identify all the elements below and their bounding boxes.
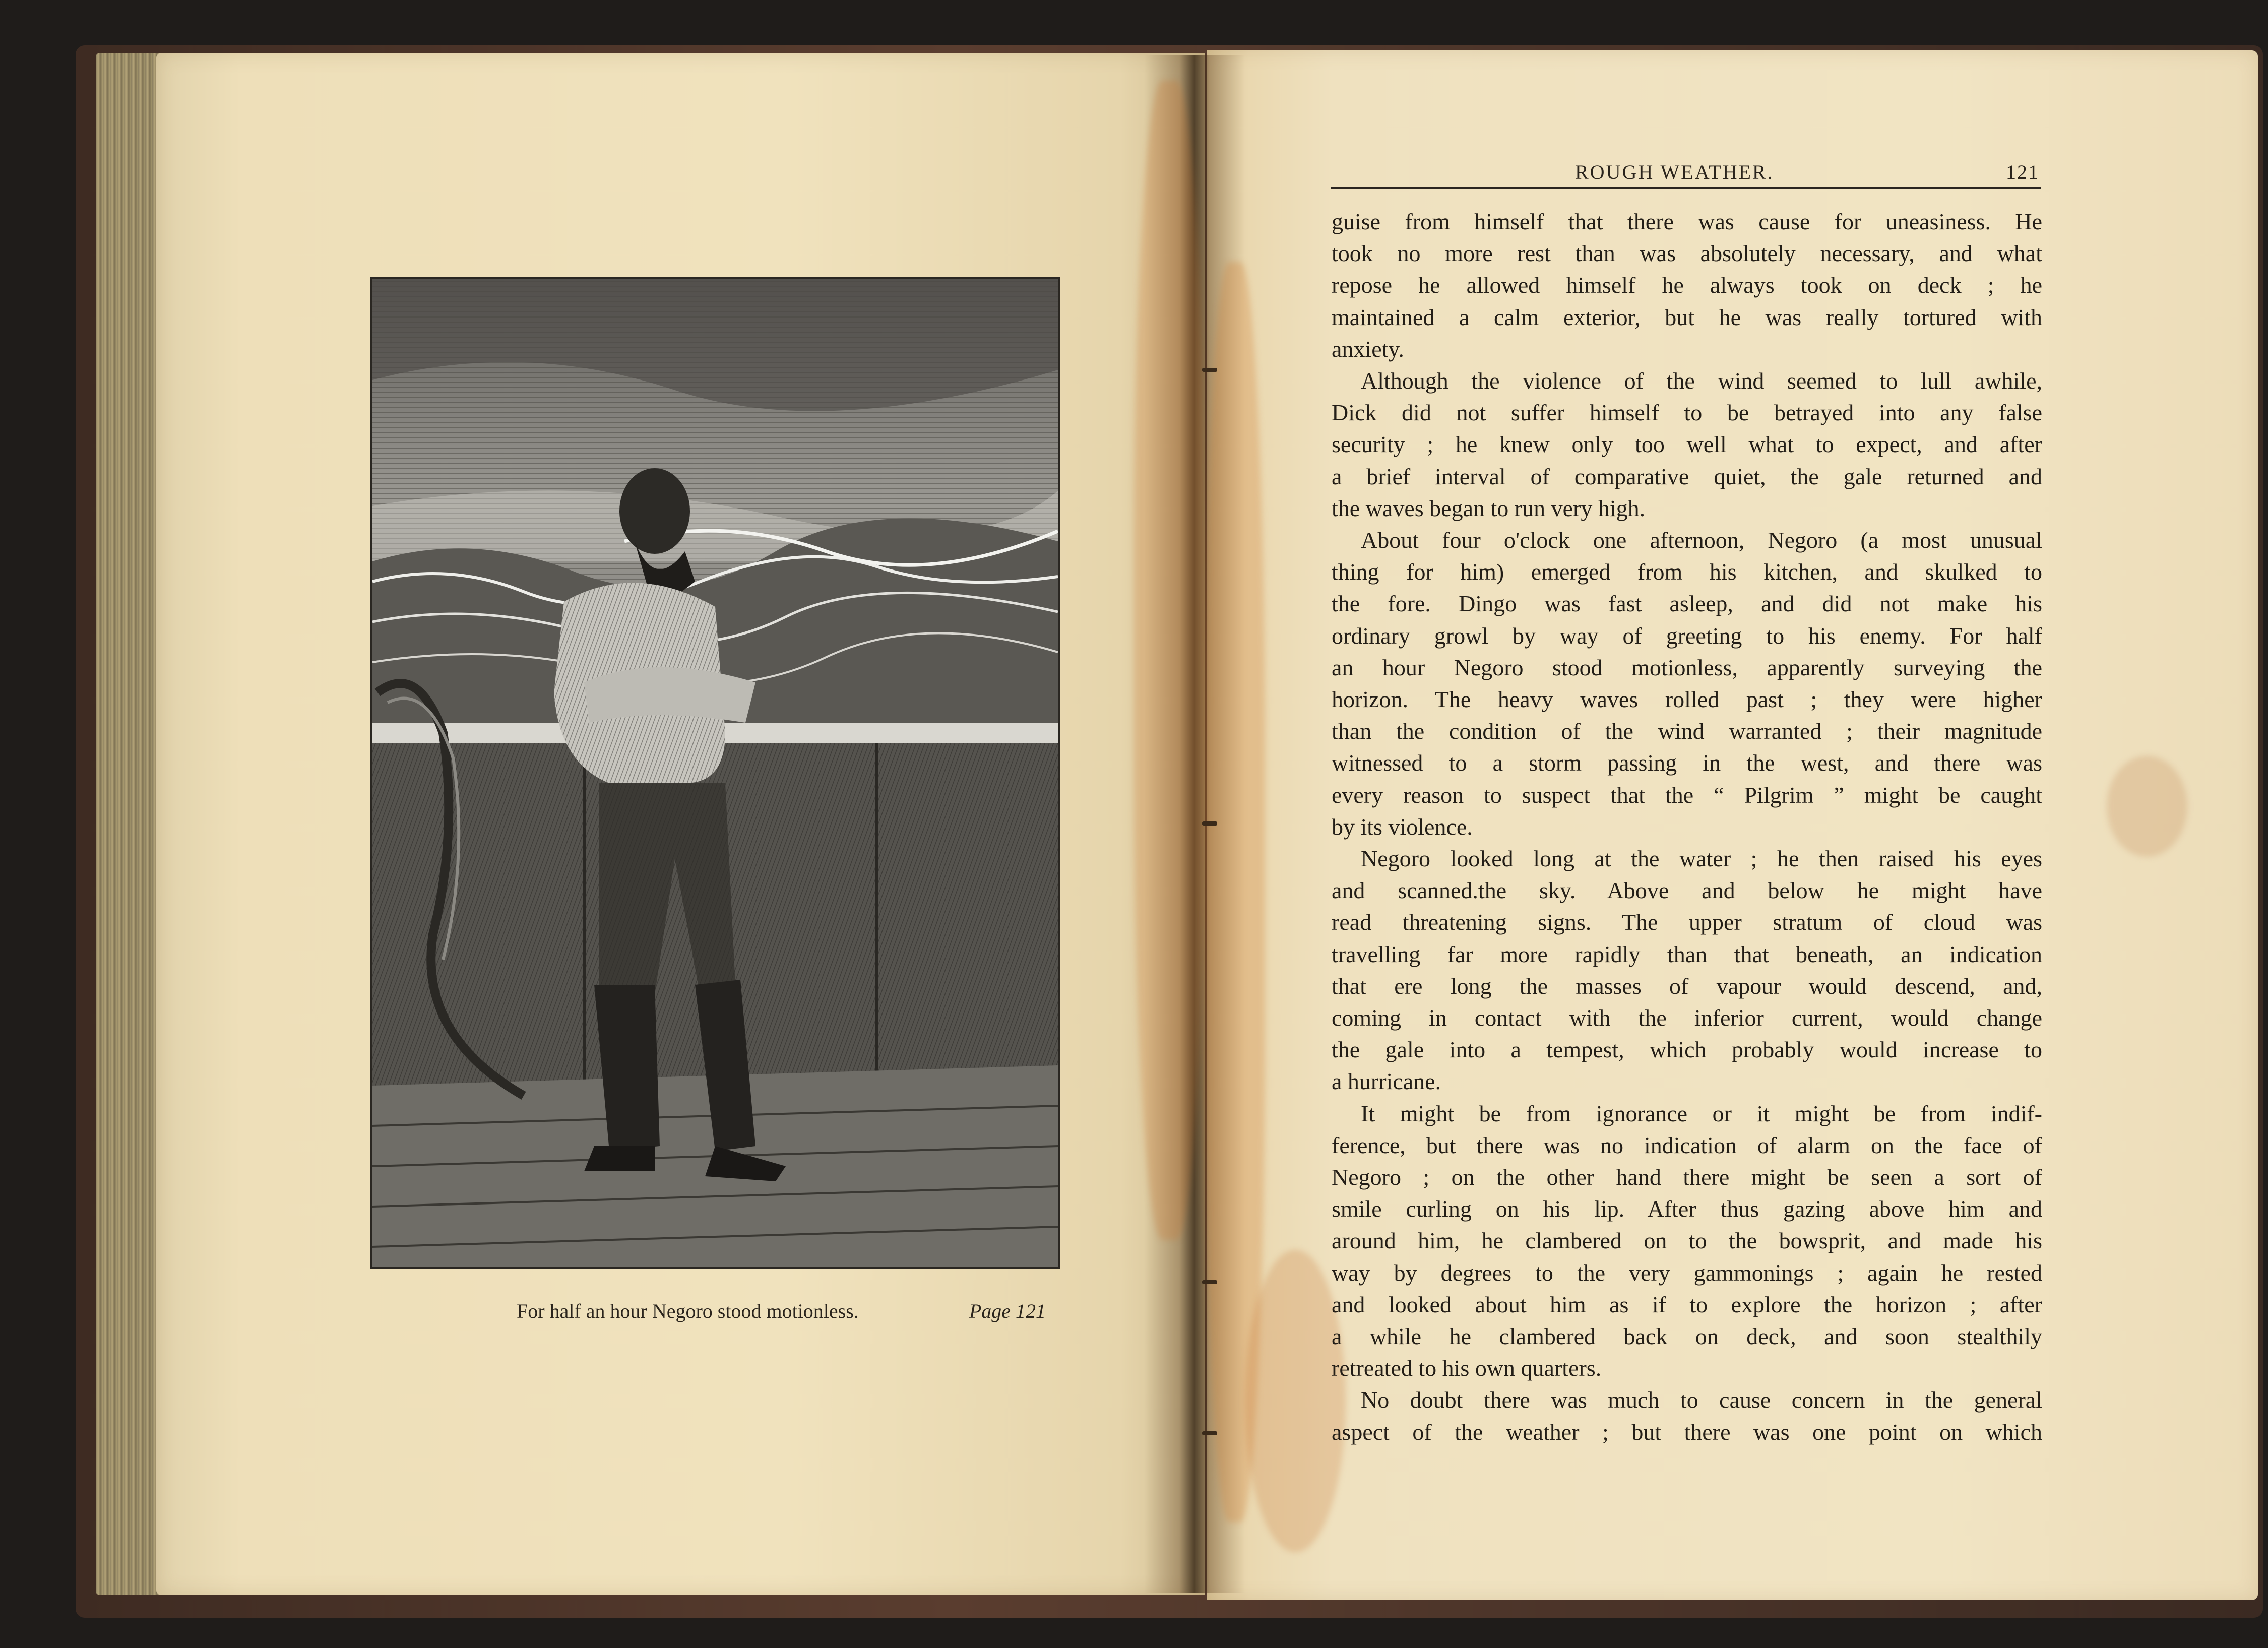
text-line: a brief interval of comparative quiet, the gale returned and <box>1332 463 2042 489</box>
text-line: maintained a calm exterior, but he was really tortured with <box>1332 304 2042 330</box>
text-line: Negoro ; on the other hand there might be seen a sort of <box>1332 1164 2042 1190</box>
text-line: around him, he clambered on to the bowsprit, and made his <box>1332 1228 2042 1254</box>
text-line: coming in contact with the inferior current, would change <box>1332 1005 2042 1031</box>
text-line: No doubt there was much to cause concern in the general <box>1361 1387 2042 1413</box>
text-line: read threatening signs. The upper stratum of cloud was <box>1332 909 2042 935</box>
text-line: the waves began to run very high. <box>1332 495 1646 521</box>
text-line: aspect of the weather ; but there was one point on which <box>1332 1419 2042 1445</box>
text-line: a while he clambered back on deck, and soon stealthily <box>1332 1323 2042 1349</box>
text-line: smile curling on his lip. After thus gazing above him and <box>1332 1196 2042 1222</box>
text-line: every reason to suspect that the “ Pilgrim ” might be caught <box>1332 782 2042 808</box>
text-line: a hurricane. <box>1332 1068 1441 1095</box>
text-line: guise from himself that there was cause for uneasiness. He <box>1332 209 2042 234</box>
body-text <box>1332 207 2042 1456</box>
text-line: way by degrees to the very gammonings ; again he rested <box>1332 1259 2042 1286</box>
text-line: It might be from ignorance or it might be from indif- <box>1361 1100 2042 1126</box>
binding-stitch <box>1202 821 1217 826</box>
text-line: About four o'clock one afternoon, Negoro (a most unusual <box>1361 527 2042 553</box>
water-stain <box>1245 1250 1346 1552</box>
water-stain <box>2107 756 2187 857</box>
text-line: thing for him) emerged from his kitchen, and skulked to <box>1332 559 2042 585</box>
text-line: security ; he knew only too well what to expect, and after <box>1332 431 2042 458</box>
text-line: ordinary growl by way of greeting to his enemy. For half <box>1332 622 2042 649</box>
text-line: that ere long the masses of vapour would descend, and, <box>1332 973 2042 999</box>
chapter-title: ROUGH WEATHER. <box>1575 161 1774 183</box>
text-line: the fore. Dingo was fast asleep, and did not make his <box>1332 591 2042 617</box>
text-line: the gale into a tempest, which probably would increase to <box>1332 1037 2042 1063</box>
binding-stitch <box>1202 1431 1217 1435</box>
text-line: ference, but there was no indication of alarm on the face of <box>1332 1132 2042 1158</box>
illustration-caption <box>517 1299 1046 1329</box>
text-line: and looked about him as if to explore the horizon ; after <box>1332 1291 2042 1317</box>
text-line: took no more rest than was absolutely necessary, and what <box>1332 240 2042 267</box>
page-number: 121 <box>2006 161 2039 183</box>
text-line: retreated to his own quarters. <box>1332 1355 1602 1381</box>
binding-stitch <box>1202 1280 1217 1284</box>
illustration <box>370 277 1060 1269</box>
text-line: anxiety. <box>1332 336 1404 362</box>
running-head <box>1331 157 2041 189</box>
text-line: Although the violence of the wind seemed to lull awhile, <box>1361 368 2042 394</box>
binding-stitch <box>1202 368 1217 372</box>
text-line: repose he allowed himself he always took on deck ; he <box>1332 272 2042 298</box>
text-line: horizon. The heavy waves rolled past ; they were higher <box>1332 686 2042 712</box>
text-line: an hour Negoro stood motionless, apparently surveying the <box>1332 654 2042 680</box>
text-line: Negoro looked long at the water ; he then raised his eyes <box>1361 846 2042 871</box>
caption-text: For half an hour Negoro stood motionless. <box>517 1300 859 1322</box>
text-line: and scanned.the sky. Above and below he might have <box>1332 877 2042 904</box>
text-line: than the condition of the wind warranted ; their magnitude <box>1332 718 2042 744</box>
text-line: witnessed to a storm passing in the west, and there was <box>1332 750 2042 776</box>
water-stain <box>1134 81 1205 1240</box>
caption-page-reference: Page 121 <box>969 1300 1046 1322</box>
text-line: by its violence. <box>1332 813 1473 840</box>
text-line: Dick did not suffer himself to be betrayed into any false <box>1332 400 2042 426</box>
text-line: travelling far more rapidly than that beneath, an indication <box>1332 941 2042 967</box>
